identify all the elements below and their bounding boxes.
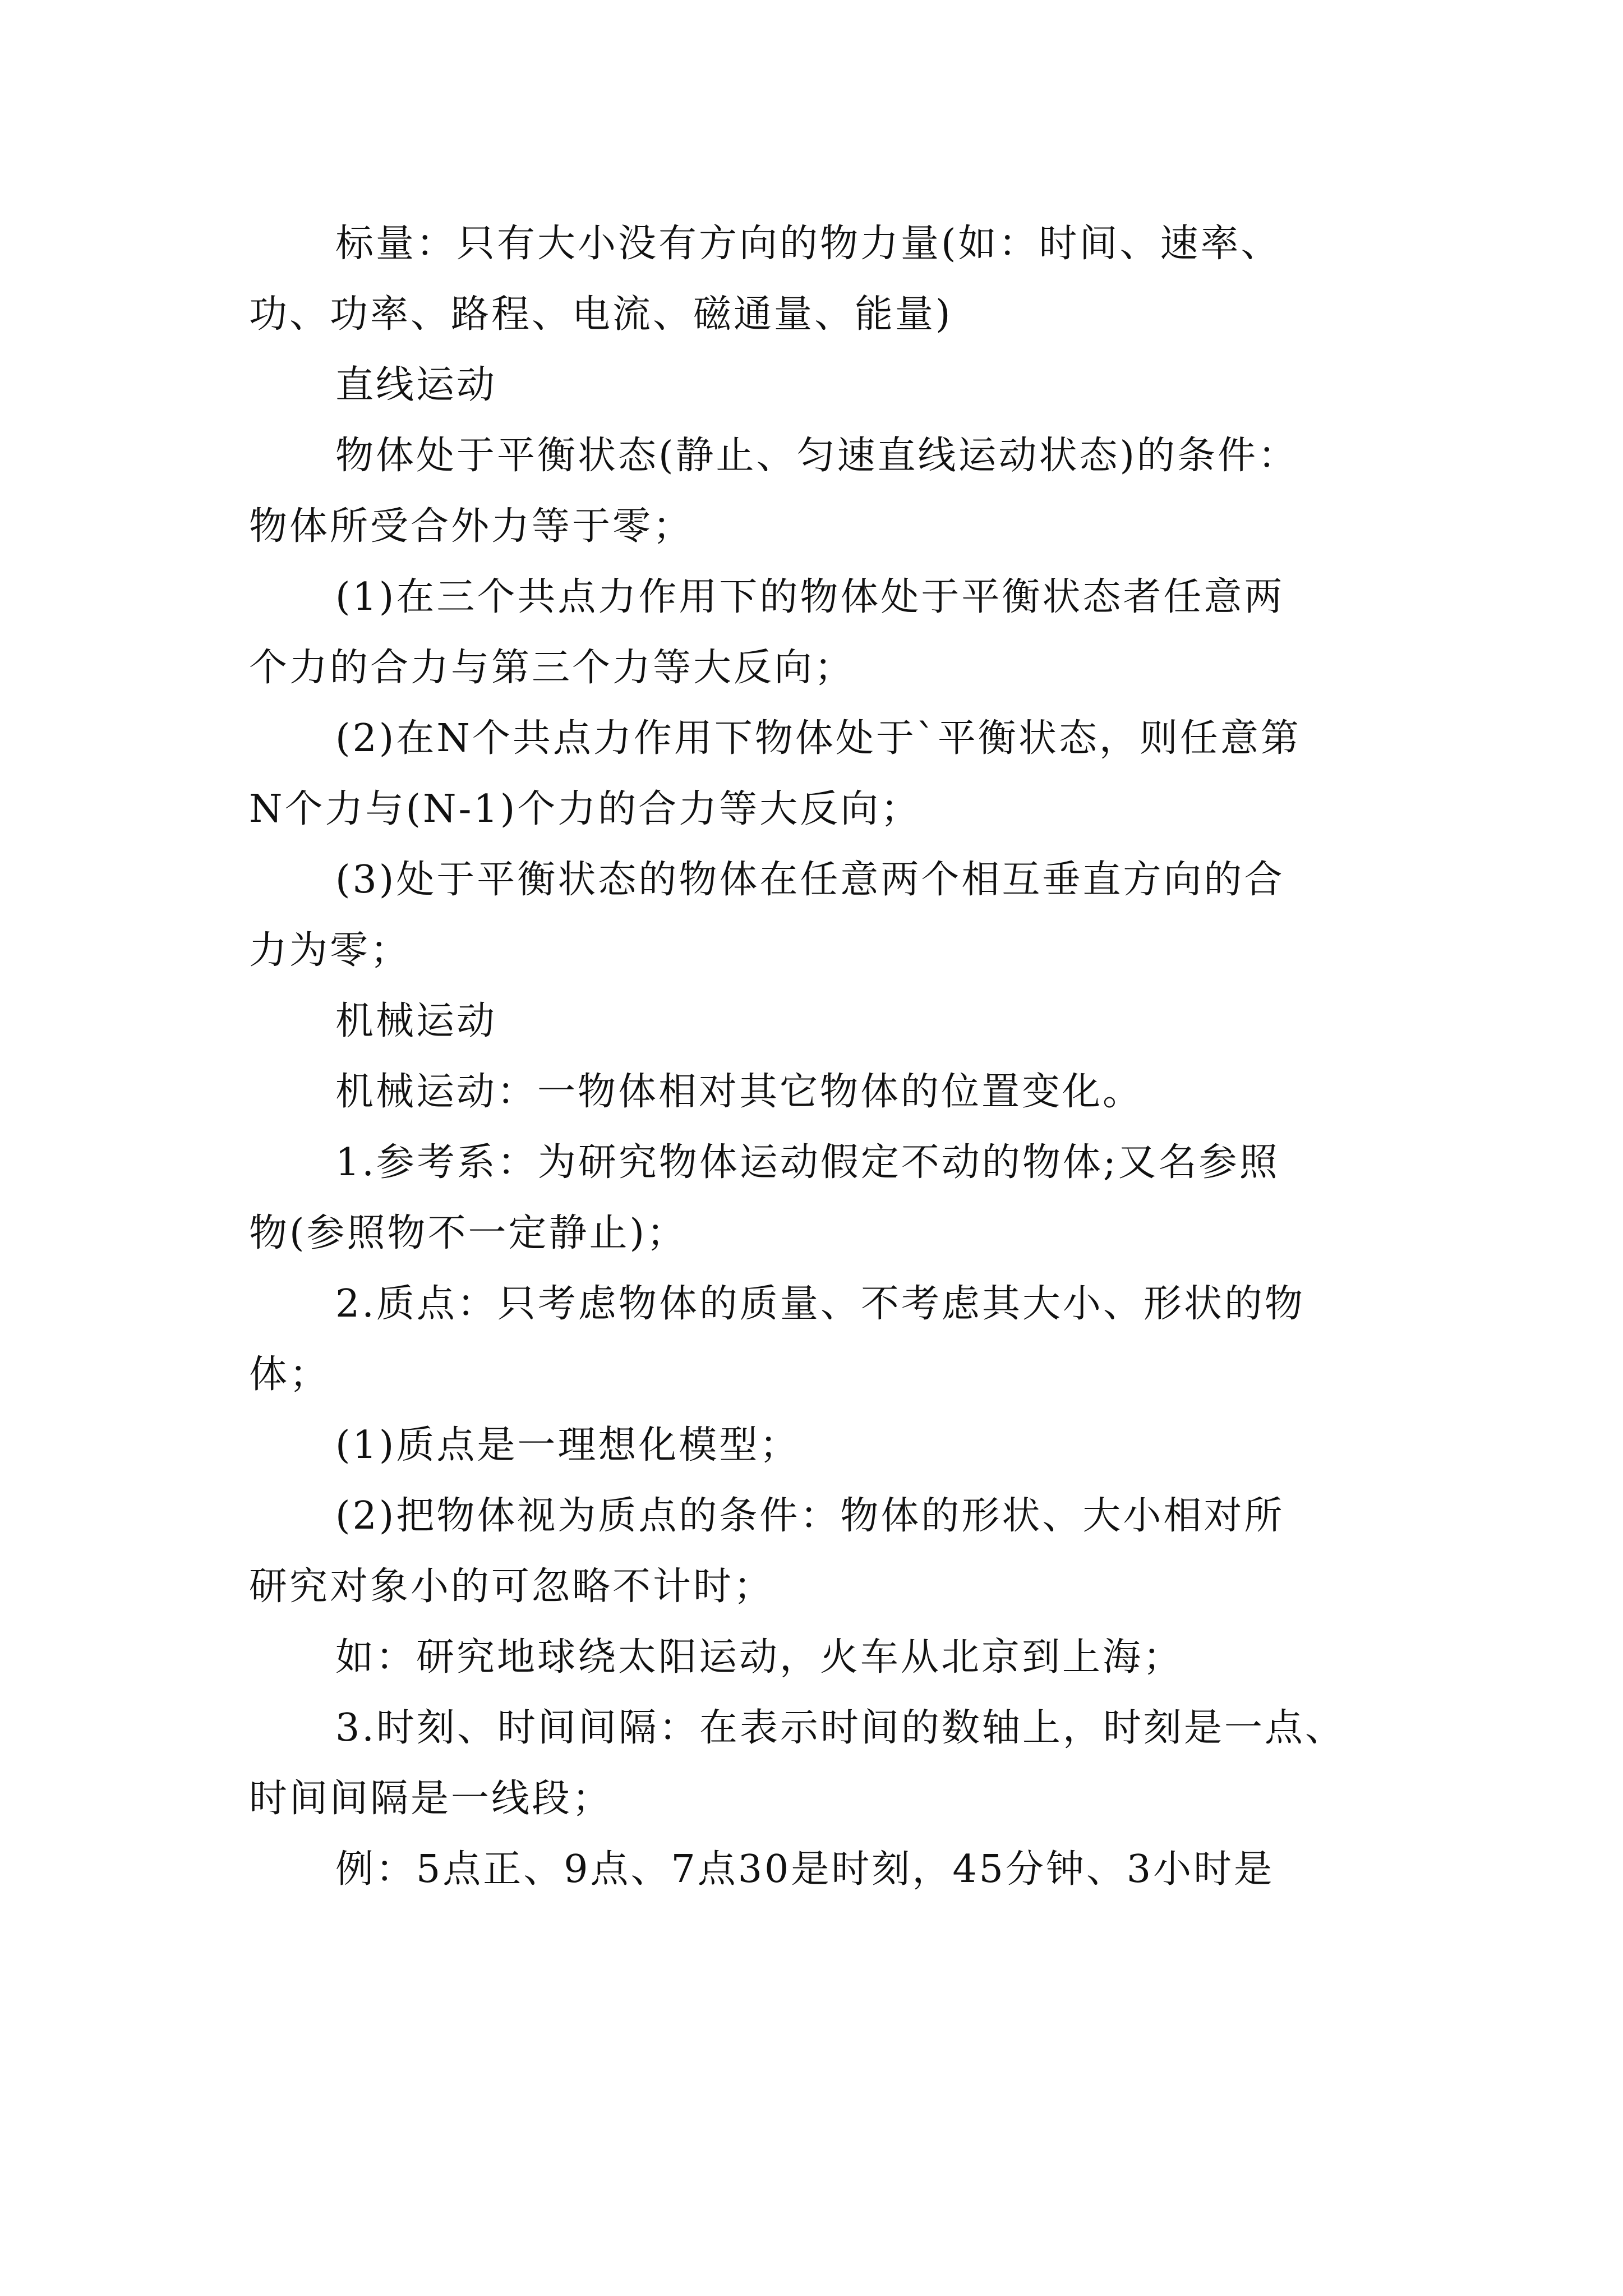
section-heading: 机械运动 [335, 999, 497, 1043]
list-item-line: (2)在N个共点力作用下物体处于`平衡状态，则任意第 [335, 716, 1301, 761]
list-item-line: N个力与(N-1)个力的合力等大反向； [249, 787, 921, 831]
list-item-line: 力为零； [249, 928, 411, 973]
list-item-line: (1)质点是一理想化模型； [335, 1423, 800, 1467]
list-item-line: (1)在三个共点力作用下的物体处于平衡状态者任意两 [335, 575, 1285, 619]
list-item-line: (3)处于平衡状态的物体在任意两个相互垂直方向的合 [335, 858, 1285, 902]
paragraph-line: 功、功率、路程、电流、磁通量、能量) [249, 292, 953, 337]
list-item-line: 2.质点：只考虑物体的质量、不考虑其大小、形状的物 [335, 1282, 1305, 1326]
section-heading: 直线运动 [335, 363, 497, 407]
list-item-line: 物(参照物不一定静止)； [249, 1211, 688, 1255]
paragraph-line: 物体所受合外力等于零； [249, 504, 694, 549]
list-item-line: 研究对象小的可忽略不计时； [249, 1565, 774, 1609]
paragraph-line: 标量：只有大小没有方向的物力量(如：时间、速率、 [335, 222, 1281, 266]
list-item-line: (2)把物体视为质点的条件：物体的形状、大小相对所 [335, 1494, 1285, 1538]
list-item-line: 3.时刻、时间间隔：在表示时间的数轴上，时刻是一点、 [335, 1706, 1345, 1750]
paragraph-line: 物体处于平衡状态(静止、匀速直线运动状态)的条件： [335, 434, 1299, 478]
list-item-line: 时间间隔是一线段； [249, 1777, 613, 1821]
list-item-line: 1.参考系：为研究物体运动假定不动的物体;又名参照 [335, 1140, 1280, 1185]
paragraph-line: 如：研究地球绕太阳运动，火车从北京到上海； [335, 1635, 1184, 1680]
list-item-line: 体； [249, 1352, 330, 1397]
document-body [249, 209, 1393, 1905]
list-item-line: 个力的合力与第三个力等大反向； [249, 646, 855, 690]
paragraph-line: 例：5点正、9点、7点30是时刻，45分钟、3小时是 [335, 1847, 1275, 1892]
paragraph-line: 机械运动：一物体相对其它物体的位置变化。 [335, 1070, 1144, 1114]
